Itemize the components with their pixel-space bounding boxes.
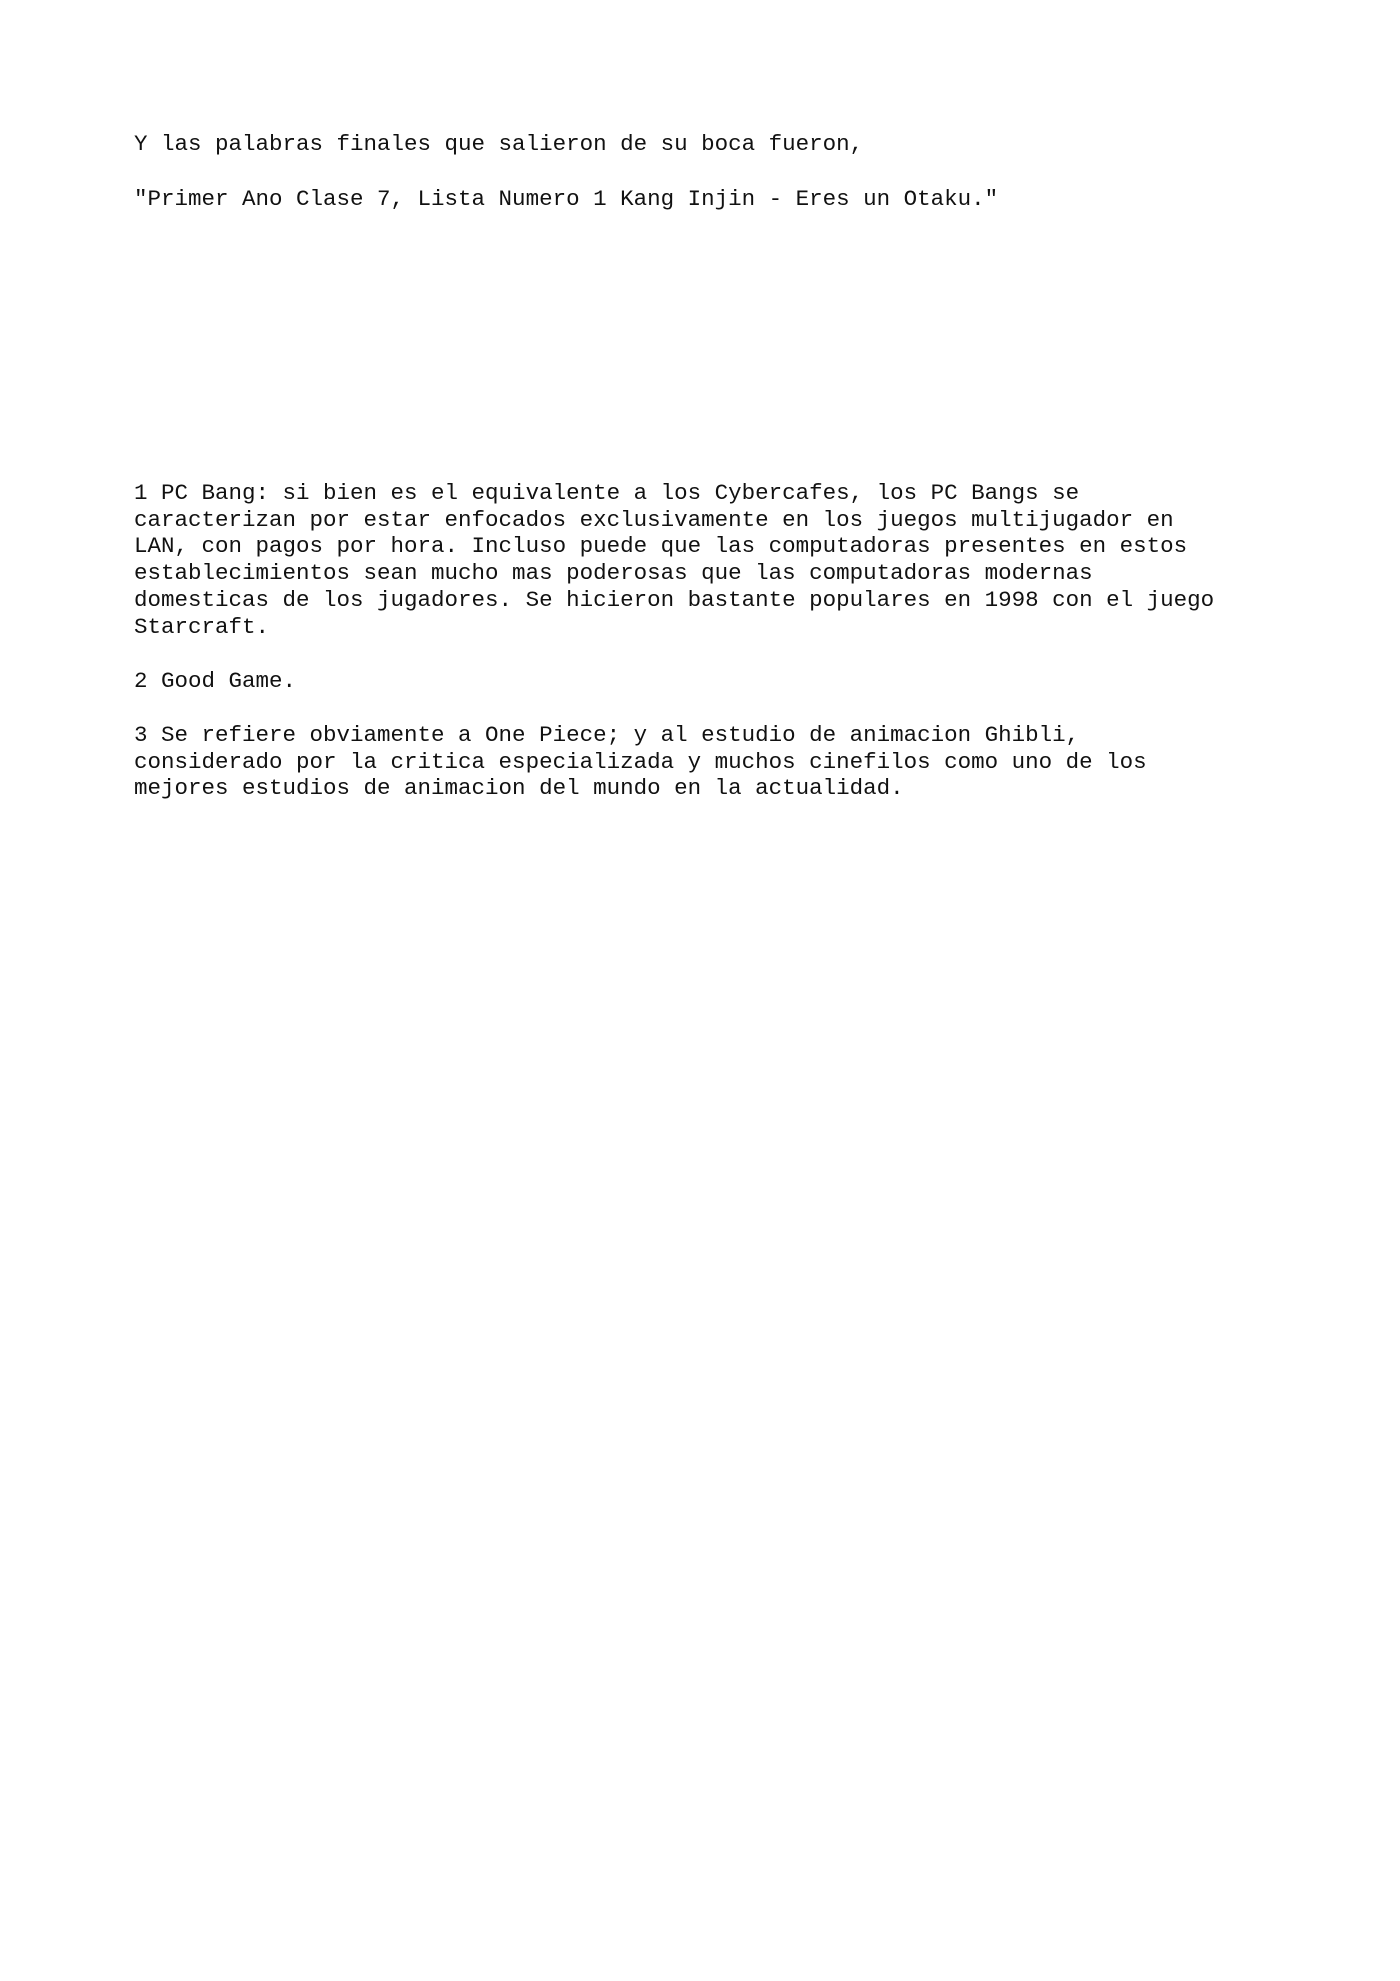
footnote-1-pc-bang: 1 PC Bang: si bien es el equivalente a los Cybercafes, los PC Bangs se caracterizan por estar enfocados exclusivamente en los juegos multijugador en LAN, con pagos por hora. Incluso puede que las computadoras presentes en estos establecimientos sean mucho mas poderosas que las computadoras modernas domesticas de los jugadores. Se hicieron bastante populares en 1998 con el juego Starcraft. [134, 480, 1215, 640]
footnote-3-one-piece-ghibli: 3 Se refiere obviamente a One Piece; y al estudio de animacion Ghibli, considerado por la critica especializada y muchos cinefilos como uno de los mejores estudios de animacion del mundo en la actualidad. [134, 722, 1147, 802]
footnote-2-good-game: 2 Good Game. [134, 668, 297, 694]
narrative-quote-line: "Primer Ano Clase 7, Lista Numero 1 Kang Injin - Eres un Otaku." [134, 186, 999, 212]
narrative-line-final-words: Y las palabras finales que salieron de su boca fueron, [134, 131, 864, 157]
